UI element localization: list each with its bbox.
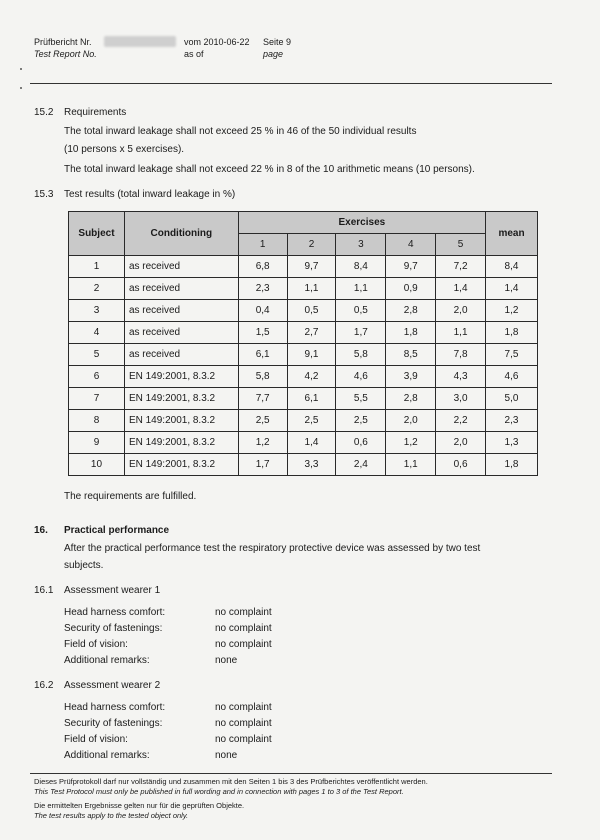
assessment-label: Additional remarks:: [64, 655, 150, 666]
report-date-en: as of: [184, 49, 204, 59]
exercise-value-cell: 2,2: [436, 410, 486, 432]
exercise-value-cell: 1,1: [436, 322, 486, 344]
exercise-value-cell: 5,8: [238, 366, 287, 388]
table-row: [69, 300, 538, 322]
exercise-value-cell: 3,3: [287, 454, 336, 476]
exercise-value-cell: 2,5: [336, 410, 386, 432]
assessment-label: Security of fastenings:: [64, 718, 163, 729]
redacted-report-number: [104, 36, 176, 47]
header-exercise-number: 3: [336, 234, 386, 256]
section-number: 16.1: [34, 585, 54, 596]
exercise-value-cell: 0,9: [386, 278, 436, 300]
exercise-value-cell: 0,4: [238, 300, 287, 322]
exercise-value-cell: 4,3: [436, 366, 486, 388]
assessment-label: Field of vision:: [64, 639, 128, 650]
header-exercise-number: 4: [386, 234, 436, 256]
exercise-value-cell: 3,0: [436, 388, 486, 410]
subject-cell: 1: [69, 256, 125, 278]
exercise-value-cell: 8,4: [336, 256, 386, 278]
conditioning-cell: as received: [124, 256, 238, 278]
exercise-value-cell: 8,5: [386, 344, 436, 366]
exercise-value-cell: 1,1: [386, 454, 436, 476]
subject-cell: 6: [69, 366, 125, 388]
exercise-value-cell: 1,5: [238, 322, 287, 344]
table-row: [69, 278, 538, 300]
subject-cell: 7: [69, 388, 125, 410]
mean-cell: 1,8: [486, 454, 538, 476]
report-number-label-de: Prüfbericht Nr.: [34, 37, 92, 47]
exercise-value-cell: 5,5: [336, 388, 386, 410]
footer-note: The test results apply to the tested object only.: [34, 811, 189, 820]
assessment-value: no complaint: [215, 734, 272, 745]
exercise-value-cell: 1,4: [287, 432, 336, 454]
requirement-text: The total inward leakage shall not exceed 22 % in 8 of the 10 arithmetic means (10 persons).: [64, 164, 475, 175]
scan-dot: [20, 68, 22, 70]
table-row: [69, 410, 538, 432]
footer-note: This Test Protocol must only be published in full wording and in connection with pages 1 to 3 of the Test Report.: [34, 787, 404, 796]
exercise-value-cell: 2,8: [386, 300, 436, 322]
assessment-value: no complaint: [215, 718, 272, 729]
exercise-value-cell: 1,7: [238, 454, 287, 476]
header-conditioning: Conditioning: [124, 212, 238, 256]
exercise-value-cell: 9,7: [287, 256, 336, 278]
exercise-value-cell: 0,6: [436, 454, 486, 476]
exercise-value-cell: 5,8: [336, 344, 386, 366]
assessment-value: no complaint: [215, 639, 272, 650]
section-number: 16.2: [34, 680, 54, 691]
table-row: [69, 454, 538, 476]
report-date-de: vom 2010-06-22: [184, 37, 250, 47]
header-subject: Subject: [69, 212, 125, 256]
header-exercise-number: 2: [287, 234, 336, 256]
assessment-value: no complaint: [215, 623, 272, 634]
conditioning-cell: EN 149:2001, 8.3.2: [124, 454, 238, 476]
mean-cell: 1,4: [486, 278, 538, 300]
subject-cell: 10: [69, 454, 125, 476]
assessment-label: Security of fastenings:: [64, 623, 163, 634]
section-title: Assessment wearer 2: [64, 680, 161, 691]
exercise-value-cell: 2,3: [238, 278, 287, 300]
results-table: [68, 211, 538, 476]
exercise-value-cell: 2,0: [436, 300, 486, 322]
footer-note: Die ermittelten Ergebnisse gelten nur für die geprüften Objekte.: [34, 801, 245, 810]
table-row: [69, 322, 538, 344]
exercise-value-cell: 1,8: [386, 322, 436, 344]
conditioning-cell: EN 149:2001, 8.3.2: [124, 366, 238, 388]
exercise-value-cell: 2,0: [386, 410, 436, 432]
subject-cell: 4: [69, 322, 125, 344]
mean-cell: 1,3: [486, 432, 538, 454]
assessment-value: no complaint: [215, 702, 272, 713]
section-title: Practical performance: [64, 525, 170, 536]
exercise-value-cell: 2,4: [336, 454, 386, 476]
mean-cell: 8,4: [486, 256, 538, 278]
scan-dot: [20, 87, 22, 89]
page-number-de: Seite 9: [263, 37, 292, 47]
exercise-value-cell: 9,1: [287, 344, 336, 366]
paragraph-text: After the practical performance test the respiratory protective device was assessed by two test: [64, 543, 481, 554]
mean-cell: 5,0: [486, 388, 538, 410]
report-date: [184, 36, 250, 60]
exercise-value-cell: 1,2: [238, 432, 287, 454]
exercise-value-cell: 2,0: [436, 432, 486, 454]
header-exercise-number: 1: [238, 234, 287, 256]
assessment-value: no complaint: [215, 607, 272, 618]
exercise-value-cell: 6,1: [287, 388, 336, 410]
conditioning-cell: as received: [124, 278, 238, 300]
exercise-value-cell: 1,4: [436, 278, 486, 300]
exercise-value-cell: 2,8: [386, 388, 436, 410]
mean-cell: 2,3: [486, 410, 538, 432]
report-number-label: [34, 36, 97, 60]
subject-cell: 2: [69, 278, 125, 300]
exercise-value-cell: 2,5: [287, 410, 336, 432]
assessment-value: none: [215, 750, 238, 761]
mean-cell: 4,6: [486, 366, 538, 388]
table-row: [69, 388, 538, 410]
exercise-value-cell: 7,8: [436, 344, 486, 366]
mean-cell: 1,2: [486, 300, 538, 322]
conditioning-cell: EN 149:2001, 8.3.2: [124, 410, 238, 432]
subject-cell: 8: [69, 410, 125, 432]
fulfilled-statement: The requirements are fulfilled.: [64, 491, 197, 502]
section-number: 15.3: [34, 189, 54, 200]
assessment-label: Additional remarks:: [64, 750, 150, 761]
exercise-value-cell: 6,1: [238, 344, 287, 366]
exercise-value-cell: 1,1: [287, 278, 336, 300]
header-mean: mean: [486, 212, 538, 256]
mean-cell: 7,5: [486, 344, 538, 366]
exercise-value-cell: 4,2: [287, 366, 336, 388]
section-number: 16.: [34, 525, 48, 536]
subject-cell: 3: [69, 300, 125, 322]
table-row: [69, 432, 538, 454]
exercise-value-cell: 9,7: [386, 256, 436, 278]
exercise-value-cell: 4,6: [336, 366, 386, 388]
table-row: [69, 366, 538, 388]
assessment-label: Head harness comfort:: [64, 607, 166, 618]
conditioning-cell: as received: [124, 300, 238, 322]
subject-cell: 5: [69, 344, 125, 366]
exercise-value-cell: 0,6: [336, 432, 386, 454]
exercise-value-cell: 1,2: [386, 432, 436, 454]
exercise-value-cell: 1,1: [336, 278, 386, 300]
section-title: Requirements: [64, 107, 127, 118]
section-number: 15.2: [34, 107, 54, 118]
table-row: [69, 344, 538, 366]
exercise-value-cell: 6,8: [238, 256, 287, 278]
requirement-text: The total inward leakage shall not exceed 25 % in 46 of the 50 individual results: [64, 126, 417, 137]
conditioning-cell: as received: [124, 322, 238, 344]
requirement-text: (10 persons x 5 exercises).: [64, 144, 185, 155]
header-exercise-number: 5: [436, 234, 486, 256]
assessment-value: none: [215, 655, 238, 666]
conditioning-cell: as received: [124, 344, 238, 366]
exercise-value-cell: 1,7: [336, 322, 386, 344]
exercise-value-cell: 3,9: [386, 366, 436, 388]
exercise-value-cell: 2,7: [287, 322, 336, 344]
footer-note: Dieses Prüfprotokoll darf nur vollständig und zusammen mit den Seiten 1 bis 3 des Prüfberichtes veröffentlicht werden.: [34, 777, 428, 786]
table-row: [69, 256, 538, 278]
subject-cell: 9: [69, 432, 125, 454]
exercise-value-cell: 7,2: [436, 256, 486, 278]
page-number: [263, 36, 291, 60]
exercise-value-cell: 7,7: [238, 388, 287, 410]
mean-cell: 1,8: [486, 322, 538, 344]
exercise-value-cell: 0,5: [287, 300, 336, 322]
report-number-label-en: Test Report No.: [34, 49, 97, 59]
assessment-label: Head harness comfort:: [64, 702, 166, 713]
footer-divider: [30, 773, 552, 774]
header-exercises: Exercises: [238, 212, 485, 234]
section-title: Test results (total inward leakage in %): [64, 189, 236, 200]
exercise-value-cell: 2,5: [238, 410, 287, 432]
header-divider: [30, 83, 552, 84]
section-title: Assessment wearer 1: [64, 585, 161, 596]
assessment-label: Field of vision:: [64, 734, 128, 745]
paragraph-text: subjects.: [64, 560, 104, 571]
conditioning-cell: EN 149:2001, 8.3.2: [124, 432, 238, 454]
conditioning-cell: EN 149:2001, 8.3.2: [124, 388, 238, 410]
page-number-en: page: [263, 49, 284, 59]
exercise-value-cell: 0,5: [336, 300, 386, 322]
